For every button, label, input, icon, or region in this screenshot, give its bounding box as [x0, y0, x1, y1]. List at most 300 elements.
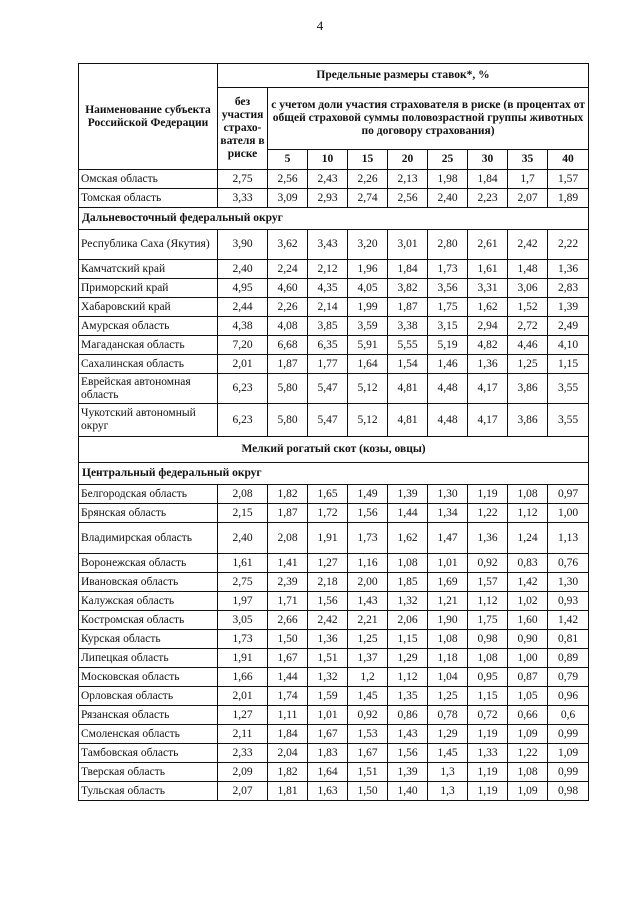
rate-cell: 1,52 — [508, 298, 548, 317]
rate-cell: 0,97 — [548, 485, 589, 504]
rate-cell: 1,84 — [268, 725, 308, 744]
rate-cell: 1,00 — [508, 649, 548, 668]
rate-cell: 1,08 — [388, 554, 428, 573]
rate-cell: 1,19 — [468, 725, 508, 744]
rate-cell: 2,07 — [508, 189, 548, 208]
rate-cell: 0,98 — [548, 782, 589, 801]
base-rate-cell: 4,95 — [218, 279, 268, 298]
rate-cell: 3,20 — [348, 230, 388, 260]
rate-cell: 4,17 — [468, 404, 508, 437]
rate-cell: 2,24 — [268, 260, 308, 279]
region-name-cell: Республика Саха (Якутия) — [79, 230, 218, 260]
rate-cell: 1,24 — [508, 523, 548, 554]
page-number: 4 — [316, 18, 324, 33]
base-rate-cell: 1,97 — [218, 592, 268, 611]
rate-cell: 1,33 — [468, 744, 508, 763]
rate-cell: 1,15 — [548, 355, 589, 374]
rate-cell: 5,91 — [348, 336, 388, 355]
rate-cell: 2,39 — [268, 573, 308, 592]
district-header-row — [79, 463, 589, 485]
rate-cell: 1,08 — [428, 630, 468, 649]
rate-cell: 1,40 — [388, 782, 428, 801]
rate-cell: 2,61 — [468, 230, 508, 260]
rate-cell: 1,43 — [348, 592, 388, 611]
rate-cell: 1,35 — [388, 687, 428, 706]
region-name-cell: Костромская область — [79, 611, 218, 630]
rate-cell: 1,72 — [308, 504, 348, 523]
rate-cell: 2,06 — [388, 611, 428, 630]
rate-cell: 1,29 — [428, 725, 468, 744]
rate-cell: 1,96 — [348, 260, 388, 279]
rate-cell: 1,36 — [308, 630, 348, 649]
rate-cell: 1,63 — [308, 782, 348, 801]
rate-cell: 1,42 — [548, 611, 589, 630]
rate-cell: 2,26 — [348, 170, 388, 189]
rate-cell: 1,39 — [388, 485, 428, 504]
rate-cell: 1,56 — [308, 592, 348, 611]
rate-cell: 4,05 — [348, 279, 388, 298]
rate-cell: 1,22 — [468, 504, 508, 523]
rate-cell: 1,77 — [308, 355, 348, 374]
rate-cell: 2,08 — [268, 523, 308, 554]
region-name-cell: Тульская область — [79, 782, 218, 801]
region-name-cell: Липецкая область — [79, 649, 218, 668]
participation-header: с учетом доли участия страхователя в риске (в процентах от общей страховой суммы половозрастной группы животных по договору страхования) — [268, 88, 589, 150]
rate-cell: 4,48 — [428, 404, 468, 437]
rate-cell: 1,05 — [508, 687, 548, 706]
rate-cell: 2,22 — [548, 230, 589, 260]
rate-cell: 2,56 — [268, 170, 308, 189]
rate-cell: 1,75 — [428, 298, 468, 317]
base-rate-cell: 2,08 — [218, 485, 268, 504]
rate-cell: 1,50 — [268, 630, 308, 649]
base-rate-cell: 1,73 — [218, 630, 268, 649]
rate-cell: 2,26 — [268, 298, 308, 317]
rate-cell: 1,22 — [508, 744, 548, 763]
rate-cell: 1,36 — [468, 523, 508, 554]
rate-cell: 1,39 — [388, 763, 428, 782]
rate-cell: 1,37 — [348, 649, 388, 668]
rate-cell: 1,60 — [508, 611, 548, 630]
rate-cell: 4,17 — [468, 374, 508, 404]
rate-cell: 1,18 — [428, 649, 468, 668]
rate-cell: 2,80 — [428, 230, 468, 260]
rate-cell: 1,47 — [428, 523, 468, 554]
district-header: Центральный федеральный округ — [79, 463, 589, 485]
rate-cell: 3,55 — [548, 374, 589, 404]
rate-cell: 6,68 — [268, 336, 308, 355]
rate-cell: 1,43 — [388, 725, 428, 744]
rate-cell: 1,57 — [468, 573, 508, 592]
rate-cell: 0,99 — [548, 725, 589, 744]
percent-column-header: 10 — [308, 150, 348, 170]
rate-cell: 0,98 — [468, 630, 508, 649]
table-row — [79, 592, 589, 611]
table-row — [79, 485, 589, 504]
rate-cell: 2,00 — [348, 573, 388, 592]
rate-cell: 1,46 — [428, 355, 468, 374]
district-header-row — [79, 208, 589, 230]
rate-cell: 1,39 — [548, 298, 589, 317]
region-name-cell: Томская область — [79, 189, 218, 208]
rate-cell: 1,87 — [388, 298, 428, 317]
table-row — [79, 554, 589, 573]
region-name-cell: Камчатский край — [79, 260, 218, 279]
region-name-cell: Брянская область — [79, 504, 218, 523]
percent-column-header: 30 — [468, 150, 508, 170]
rate-cell: 1,89 — [548, 189, 589, 208]
rate-cell: 0,93 — [548, 592, 589, 611]
rate-cell: 0,66 — [508, 706, 548, 725]
category-subheader: Мелкий рогатый скот (козы, овцы) — [79, 437, 589, 463]
rate-cell: 1,25 — [428, 687, 468, 706]
rate-cell: 2,56 — [388, 189, 428, 208]
rate-cell: 0,86 — [388, 706, 428, 725]
rate-cell: 1,25 — [348, 630, 388, 649]
base-rate-cell: 2,40 — [218, 260, 268, 279]
rate-cell: 4,46 — [508, 336, 548, 355]
rate-cell: 1,19 — [468, 782, 508, 801]
rate-cell: 1,30 — [548, 573, 589, 592]
rate-cell: 1,54 — [388, 355, 428, 374]
base-rate-cell: 1,27 — [218, 706, 268, 725]
rate-cell: 1,56 — [388, 744, 428, 763]
rate-cell: 2,04 — [268, 744, 308, 763]
rate-cell: 1,98 — [428, 170, 468, 189]
rate-cell: 1,83 — [308, 744, 348, 763]
rate-cell: 2,18 — [308, 573, 348, 592]
region-name-cell: Омская область — [79, 170, 218, 189]
percent-column-header: 5 — [268, 150, 308, 170]
rate-cell: 1,87 — [268, 504, 308, 523]
table-row — [79, 744, 589, 763]
rate-cell: 2,49 — [548, 317, 589, 336]
rate-cell: 1,59 — [308, 687, 348, 706]
table-row — [79, 260, 589, 279]
region-name-cell: Тамбовская область — [79, 744, 218, 763]
rate-cell: 1,16 — [348, 554, 388, 573]
region-name-cell: Белгородская область — [79, 485, 218, 504]
rate-cell: 1,90 — [428, 611, 468, 630]
rate-cell: 0,99 — [548, 763, 589, 782]
rate-cell: 2,23 — [468, 189, 508, 208]
rate-cell: 2,21 — [348, 611, 388, 630]
rate-cell: 2,93 — [308, 189, 348, 208]
base-rate-cell: 1,61 — [218, 554, 268, 573]
rate-cell: 1,41 — [268, 554, 308, 573]
rate-cell: 1,82 — [268, 763, 308, 782]
rate-cell: 1,00 — [548, 504, 589, 523]
rate-cell: 1,3 — [428, 763, 468, 782]
rate-cell: 2,72 — [508, 317, 548, 336]
rate-cell: 1,21 — [428, 592, 468, 611]
rate-cell: 0,72 — [468, 706, 508, 725]
region-name-cell: Еврейская автономная область — [79, 374, 218, 404]
rate-cell: 1,81 — [268, 782, 308, 801]
rate-cell: 1,19 — [468, 485, 508, 504]
rate-cell: 1,62 — [468, 298, 508, 317]
rate-cell: 2,12 — [308, 260, 348, 279]
rate-cell: 1,85 — [388, 573, 428, 592]
base-rate-cell: 2,75 — [218, 170, 268, 189]
rate-cell: 1,09 — [548, 744, 589, 763]
rate-cell: 1,91 — [308, 523, 348, 554]
rate-cell: 1,27 — [308, 554, 348, 573]
rate-cell: 5,19 — [428, 336, 468, 355]
rate-cell: 4,48 — [428, 374, 468, 404]
region-name-cell: Хабаровский край — [79, 298, 218, 317]
rate-cell: 1,34 — [428, 504, 468, 523]
rate-cell: 3,09 — [268, 189, 308, 208]
table-row — [79, 230, 589, 260]
base-rate-cell: 2,15 — [218, 504, 268, 523]
rate-cell: 5,47 — [308, 374, 348, 404]
rate-cell: 1,67 — [348, 744, 388, 763]
base-rate-cell: 2,01 — [218, 355, 268, 374]
rate-cell: 2,14 — [308, 298, 348, 317]
base-rate-header: без участия страхо-вателя в риске — [218, 88, 268, 170]
rate-cell: 2,66 — [268, 611, 308, 630]
rate-cell: 3,15 — [428, 317, 468, 336]
base-rate-cell: 4,38 — [218, 317, 268, 336]
rate-cell: 6,35 — [308, 336, 348, 355]
rate-cell: 1,44 — [388, 504, 428, 523]
table-body — [79, 170, 589, 801]
table-row — [79, 504, 589, 523]
rate-cell: 3,82 — [388, 279, 428, 298]
rate-cell: 1,08 — [508, 763, 548, 782]
rate-cell: 1,51 — [308, 649, 348, 668]
region-name-cell: Калужская область — [79, 592, 218, 611]
region-name-cell: Приморский край — [79, 279, 218, 298]
rate-cell: 1,67 — [268, 649, 308, 668]
rate-cell: 1,13 — [548, 523, 589, 554]
rate-cell: 1,71 — [268, 592, 308, 611]
table-row — [79, 611, 589, 630]
rate-cell: 1,45 — [348, 687, 388, 706]
percent-column-header: 35 — [508, 150, 548, 170]
rate-cell: 1,64 — [308, 763, 348, 782]
rate-cell: 1,12 — [388, 668, 428, 687]
base-rate-cell: 2,40 — [218, 523, 268, 554]
rate-cell: 0,78 — [428, 706, 468, 725]
base-rate-cell: 1,66 — [218, 668, 268, 687]
rate-cell: 1,01 — [308, 706, 348, 725]
rate-cell: 0,92 — [468, 554, 508, 573]
rate-cell: 4,82 — [468, 336, 508, 355]
table-row — [79, 782, 589, 801]
table-row — [79, 374, 589, 404]
region-name-cell: Воронежская область — [79, 554, 218, 573]
rate-cell: 1,56 — [348, 504, 388, 523]
table-row — [79, 668, 589, 687]
rate-cell: 3,56 — [428, 279, 468, 298]
subject-column-header: Наименование субъекта Российской Федерации — [79, 64, 218, 170]
base-rate-cell: 3,33 — [218, 189, 268, 208]
rate-cell: 1,36 — [548, 260, 589, 279]
table-header — [79, 64, 589, 170]
table-row — [79, 649, 589, 668]
rate-cell: 1,50 — [348, 782, 388, 801]
rate-cell: 1,69 — [428, 573, 468, 592]
rate-cell: 1,51 — [348, 763, 388, 782]
rate-cell: 1,84 — [388, 260, 428, 279]
rate-cell: 1,09 — [508, 782, 548, 801]
rate-cell: 1,08 — [468, 649, 508, 668]
rate-cell: 1,73 — [348, 523, 388, 554]
rate-cell: 4,81 — [388, 374, 428, 404]
table-row — [79, 573, 589, 592]
rate-cell: 1,19 — [468, 763, 508, 782]
table-row — [79, 706, 589, 725]
rate-cell: 3,38 — [388, 317, 428, 336]
rate-cell: 5,80 — [268, 404, 308, 437]
rate-cell: 1,48 — [508, 260, 548, 279]
rate-cell: 0,79 — [548, 668, 589, 687]
rate-cell: 4,10 — [548, 336, 589, 355]
rate-cell: 1,2 — [348, 668, 388, 687]
rate-cell: 1,3 — [428, 782, 468, 801]
rate-cell: 2,42 — [308, 611, 348, 630]
rate-cell: 1,99 — [348, 298, 388, 317]
rate-cell: 2,13 — [388, 170, 428, 189]
rate-cell: 4,35 — [308, 279, 348, 298]
table-row — [79, 687, 589, 706]
base-rate-cell: 3,90 — [218, 230, 268, 260]
table-row — [79, 317, 589, 336]
rate-cell: 1,09 — [508, 725, 548, 744]
rate-cell: 1,11 — [268, 706, 308, 725]
table-row — [79, 523, 589, 554]
rate-cell: 0,6 — [548, 706, 589, 725]
base-rate-cell: 7,20 — [218, 336, 268, 355]
rate-cell: 1,01 — [428, 554, 468, 573]
percent-column-header: 25 — [428, 150, 468, 170]
rate-cell: 1,42 — [508, 573, 548, 592]
rate-cell: 0,90 — [508, 630, 548, 649]
table-row — [79, 279, 589, 298]
rate-cell: 1,87 — [268, 355, 308, 374]
region-name-cell: Орловская область — [79, 687, 218, 706]
base-rate-cell: 6,23 — [218, 404, 268, 437]
base-rate-cell: 2,44 — [218, 298, 268, 317]
region-name-cell: Чукотский автономный округ — [79, 404, 218, 437]
rate-cell: 2,42 — [508, 230, 548, 260]
rate-cell: 0,87 — [508, 668, 548, 687]
base-rate-cell: 2,01 — [218, 687, 268, 706]
rate-cell: 3,01 — [388, 230, 428, 260]
rate-limits-header: Предельные размеры ставок*, % — [218, 64, 589, 88]
base-rate-cell: 2,09 — [218, 763, 268, 782]
rate-cell: 1,75 — [468, 611, 508, 630]
rate-cell: 0,83 — [508, 554, 548, 573]
rate-cell: 1,65 — [308, 485, 348, 504]
rate-cell: 1,15 — [468, 687, 508, 706]
region-name-cell: Курская область — [79, 630, 218, 649]
rate-cell: 4,81 — [388, 404, 428, 437]
base-rate-cell: 2,75 — [218, 573, 268, 592]
rate-cell: 4,08 — [268, 317, 308, 336]
region-name-cell: Смоленская область — [79, 725, 218, 744]
rate-cell: 2,43 — [308, 170, 348, 189]
rate-cell: 5,55 — [388, 336, 428, 355]
rate-cell: 5,12 — [348, 374, 388, 404]
table-row — [79, 763, 589, 782]
rate-cell: 2,40 — [428, 189, 468, 208]
rate-cell: 1,49 — [348, 485, 388, 504]
rate-cell: 3,62 — [268, 230, 308, 260]
rate-cell: 1,84 — [468, 170, 508, 189]
rate-cell: 1,32 — [388, 592, 428, 611]
rate-cell: 0,89 — [548, 649, 589, 668]
region-name-cell: Московская область — [79, 668, 218, 687]
base-rate-cell: 6,23 — [218, 374, 268, 404]
region-name-cell: Сахалинская область — [79, 355, 218, 374]
base-rate-cell: 2,11 — [218, 725, 268, 744]
rate-cell: 3,43 — [308, 230, 348, 260]
rate-cell: 5,12 — [348, 404, 388, 437]
rate-cell: 5,80 — [268, 374, 308, 404]
rate-cell: 1,15 — [388, 630, 428, 649]
rate-cell: 1,67 — [308, 725, 348, 744]
table-row — [79, 725, 589, 744]
rate-cell: 3,86 — [508, 404, 548, 437]
table-row — [79, 355, 589, 374]
rate-cell: 4,60 — [268, 279, 308, 298]
rate-cell: 3,86 — [508, 374, 548, 404]
region-name-cell: Рязанская область — [79, 706, 218, 725]
rate-cell: 0,96 — [548, 687, 589, 706]
rate-cell: 1,7 — [508, 170, 548, 189]
rate-cell: 1,12 — [468, 592, 508, 611]
table-row — [79, 404, 589, 437]
rate-cell: 1,45 — [428, 744, 468, 763]
rate-cell: 1,57 — [548, 170, 589, 189]
rate-cell: 2,94 — [468, 317, 508, 336]
rate-cell: 1,44 — [268, 668, 308, 687]
base-rate-cell: 3,05 — [218, 611, 268, 630]
rate-cell: 1,29 — [388, 649, 428, 668]
rate-cell: 1,30 — [428, 485, 468, 504]
rates-table — [78, 63, 589, 801]
rate-cell: 0,95 — [468, 668, 508, 687]
rate-cell: 3,55 — [548, 404, 589, 437]
rate-cell: 0,92 — [348, 706, 388, 725]
rate-cell: 1,12 — [508, 504, 548, 523]
rate-cell: 1,61 — [468, 260, 508, 279]
region-name-cell: Владимирская область — [79, 523, 218, 554]
rate-cell: 1,73 — [428, 260, 468, 279]
base-rate-cell: 2,07 — [218, 782, 268, 801]
region-name-cell: Магаданская область — [79, 336, 218, 355]
percent-column-header: 40 — [548, 150, 589, 170]
district-header: Дальневосточный федеральный округ — [79, 208, 589, 230]
base-rate-cell: 1,91 — [218, 649, 268, 668]
base-rate-cell: 2,33 — [218, 744, 268, 763]
table-row — [79, 336, 589, 355]
region-name-cell: Тверская область — [79, 763, 218, 782]
rate-cell: 1,02 — [508, 592, 548, 611]
region-name-cell: Амурская область — [79, 317, 218, 336]
rate-cell: 1,04 — [428, 668, 468, 687]
rate-cell: 1,64 — [348, 355, 388, 374]
rate-cell: 3,85 — [308, 317, 348, 336]
rate-cell: 1,74 — [268, 687, 308, 706]
category-subheader-row — [79, 437, 589, 463]
table-row — [79, 189, 589, 208]
rate-cell: 1,32 — [308, 668, 348, 687]
rate-cell: 0,81 — [548, 630, 589, 649]
